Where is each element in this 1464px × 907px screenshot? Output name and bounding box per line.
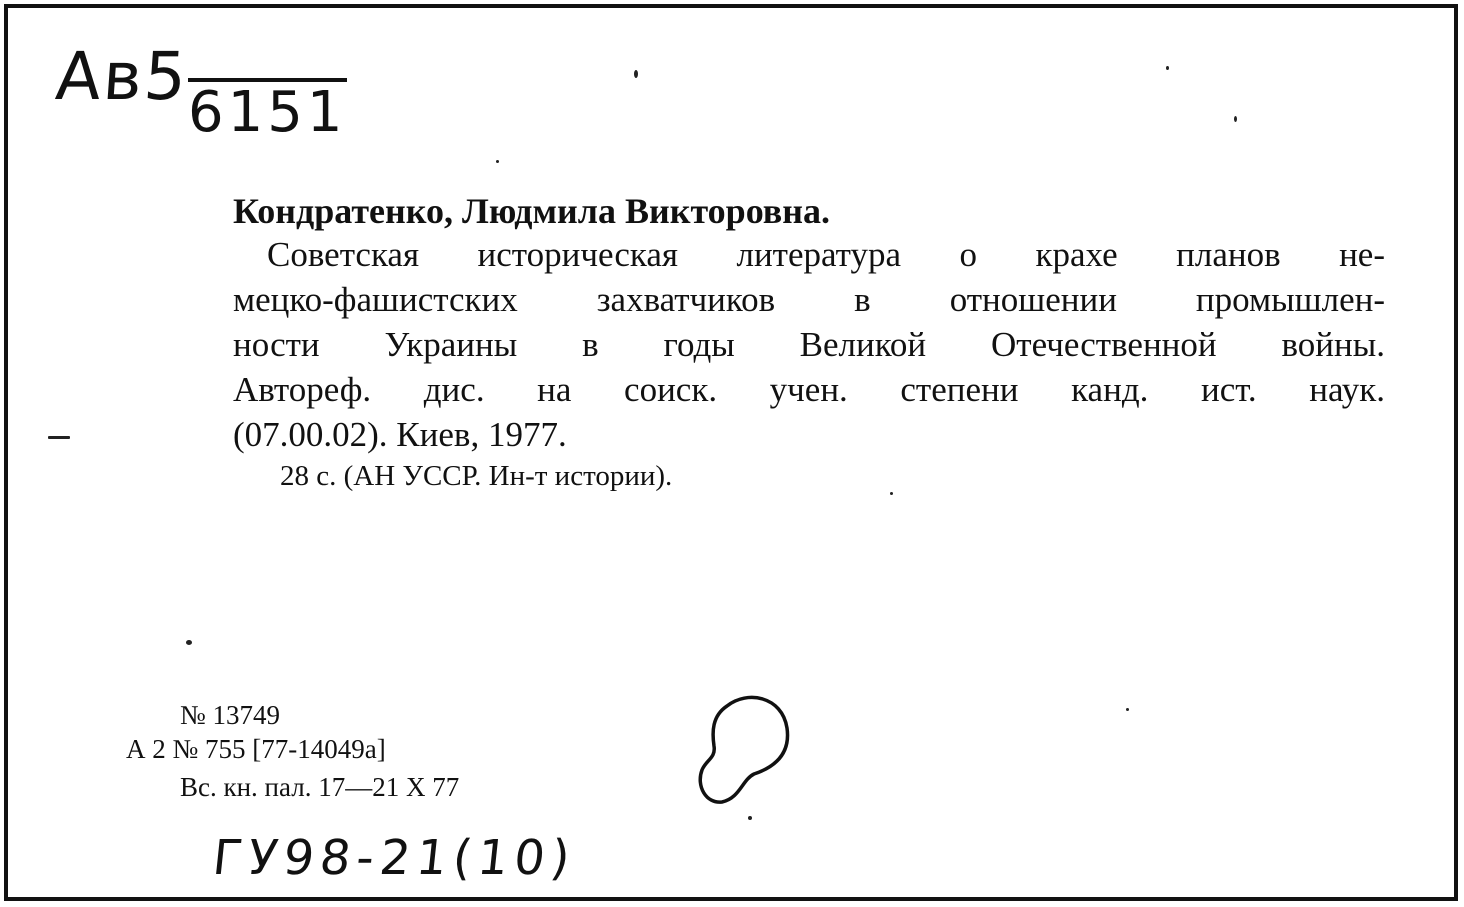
catalog-a-number: А 2 № 755 [77-14049а] [126, 734, 386, 764]
scan-speck [186, 640, 192, 645]
scan-speck [1126, 708, 1129, 711]
handwritten-shelf-mark: Ав5 [53, 38, 191, 115]
title-line: ности Украины в годы Великой Отечественной войны. [233, 325, 1385, 364]
book-chamber-date: Вс. кн. пал. 17—21 X 77 [180, 772, 460, 802]
scan-speck [748, 816, 752, 820]
scan-speck [1166, 66, 1169, 70]
scan-dash [48, 436, 70, 439]
author-name: Кондратенко, Людмила Викторовна. [233, 191, 830, 231]
scan-speck [634, 70, 638, 78]
title-line: Советская историческая литература о крахе планов не- [267, 235, 1385, 274]
punched-hole-outline [692, 688, 792, 808]
title-line: Автореф. дис. на соиск. учен. степени канд. ист. наук. [233, 370, 1385, 409]
scan-speck [496, 160, 499, 163]
scan-speck [890, 492, 893, 495]
catalog-number: № 13749 [180, 700, 281, 730]
title-description [233, 232, 1385, 457]
handwritten-inventory-mark: ГУ98-21(10) [210, 830, 579, 886]
handwritten-shelf-number: 6151 [188, 80, 347, 145]
title-line: мецко-фашистских захватчиков в отношении промышлен- [233, 280, 1385, 319]
catalog-card [4, 4, 1458, 901]
scan-speck [1234, 116, 1237, 122]
collation-note: 28 с. (АН УССР. Ин-т истории). [280, 460, 673, 492]
hole-outline-icon [700, 697, 787, 802]
title-line: (07.00.02). Киев, 1977. [233, 415, 567, 454]
